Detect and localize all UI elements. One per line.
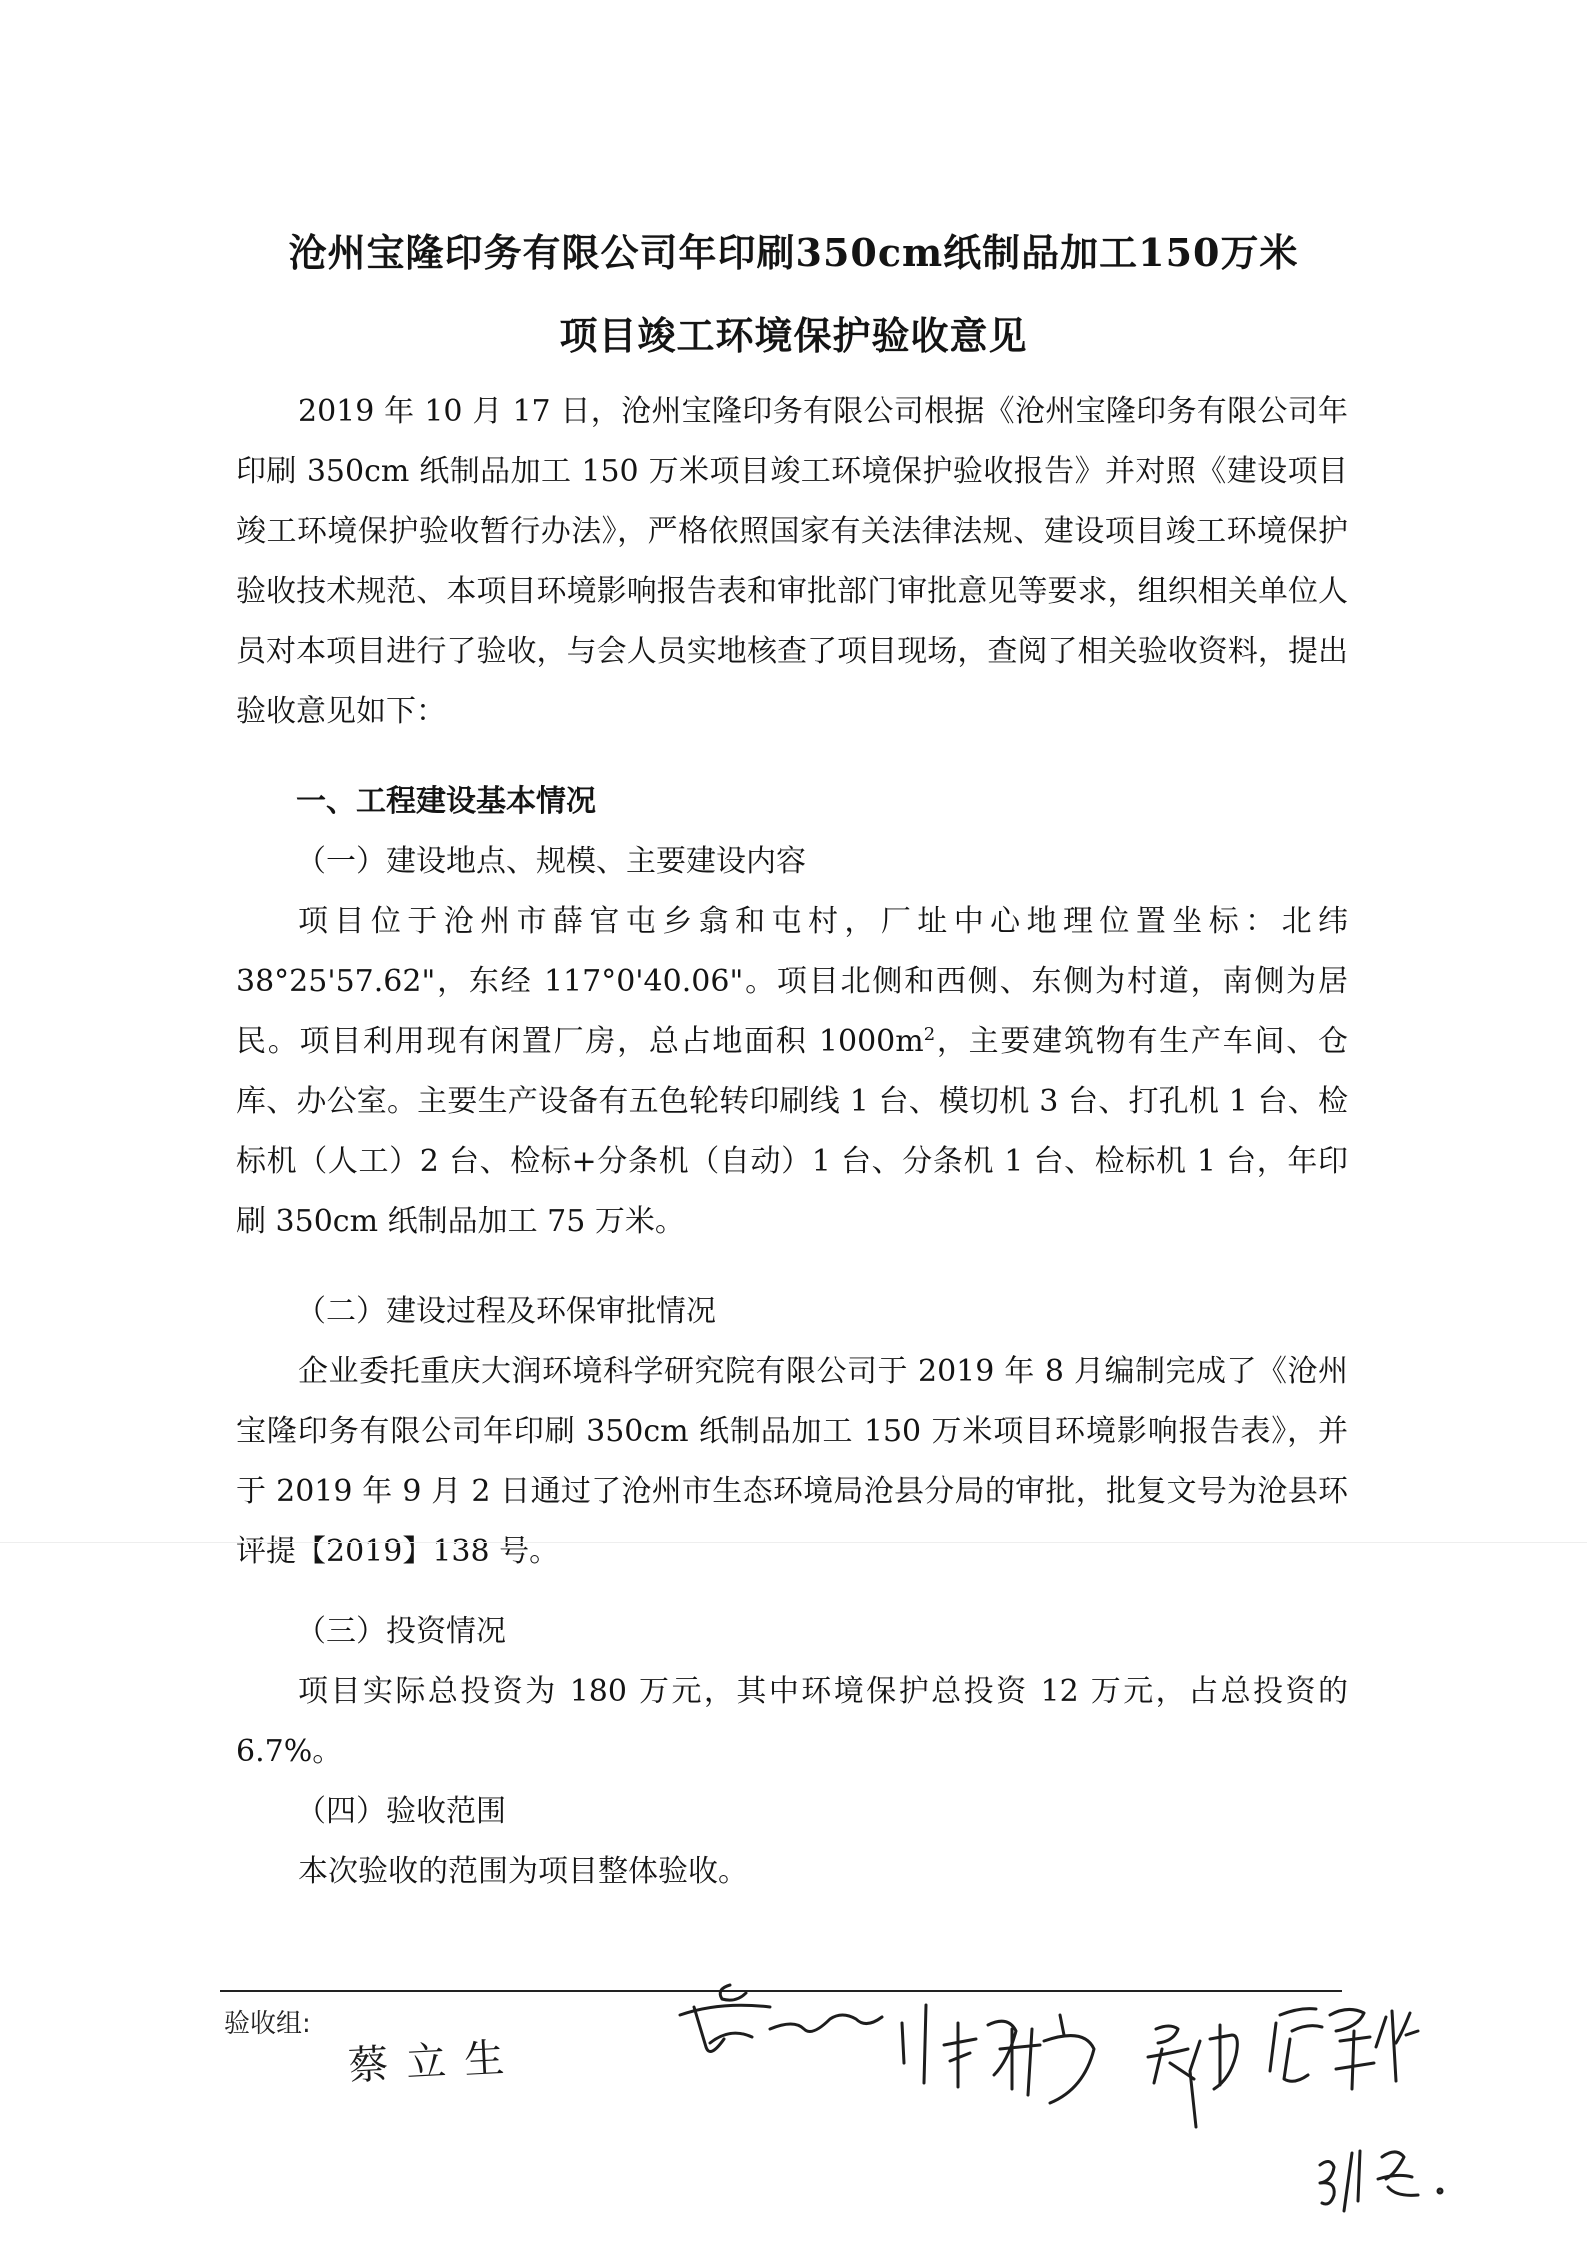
subsection-heading-3: （三）投资情况 — [296, 1614, 506, 1649]
signature-cai-lisheng: 蔡立生 — [347, 2034, 524, 2090]
signature-wu-wei — [1148, 2025, 1237, 2127]
signature-song-haizhou — [680, 1985, 926, 2083]
subsection-3-paragraph: 项目实际总投资为 180 万元，其中环境保护总投资 12 万元，占总投资的 6.7%。 — [236, 1674, 1348, 1769]
subsection-2-paragraph: 企业委托重庆大润环境科学研究院有限公司于 2019 年 8 月编制完成了《沧州宝隆印务有限公司年印刷 350cm 纸制品加工 150 万米项目环境影响报告表》，并于 2019 年 9 月 2 日通过了沧州市生态环境局沧县分局的审批，批复文号为沧县环评提【2019】138 号。 — [236, 1354, 1348, 1569]
subsection-heading-2: （二）建设过程及环保审批情况 — [296, 1294, 716, 1329]
handwritten-signatures — [640, 1965, 1460, 2215]
signature-yang-shuai — [944, 2015, 1094, 2103]
subsection-heading-1: （一）建设地点、规模、主要建设内容 — [296, 844, 806, 879]
signature-zhang-ying — [1320, 2151, 1442, 2211]
section-heading-1: 一、工程建设基本情况 — [296, 784, 596, 819]
subsection-1-text-b: ，主要建筑物有生产车间、仓库、办公室。主要生产设备有五色轮转印刷线 1 台、模切机 3 台、打孔机 1 台、检标机（人工）2 台、检标+分条机（自动）1 台、分条机 1 台、检标机 1 台，年印刷 350cm 纸制品加工 75 万米。 — [236, 1024, 1348, 1239]
intro-paragraph: 2019 年 10 月 17 日，沧州宝隆印务有限公司根据《沧州宝隆印务有限公司年印刷 350cm 纸制品加工 150 万米项目竣工环境保护验收报告》并对照《建设项目竣工环境保护验收暂行办法》，严格依照国家有关法律法规、建设项目竣工环境保护验收技术规范、本项目环境影响报告表和审批部门审批意见等要求，组织相关单位人员对本项目进行了验收，与会人员实地核查了项目现场，查阅了相关验收资料，提出验收意见如下： — [236, 394, 1348, 729]
subsection-1-text-a: 项目位于沧州市薛官屯乡翕和屯村，厂址中心地理位置坐标：北纬 38°25'57.62"，东经 117°0'40.06"。项目北侧和西侧、东侧为村道，南侧为居民。项目利用现有闲置厂房，总占地面积 1000m — [236, 904, 1348, 1059]
subsection-1-paragraph — [236, 892, 1348, 1252]
document-title-line-2: 项目竣工环境保护验收意见 — [559, 313, 1028, 358]
signature-fang-xinghua — [1270, 2009, 1418, 2089]
document-title-line-1: 沧州宝隆印务有限公司年印刷350cm纸制品加工150万米 — [288, 230, 1299, 275]
subsection-heading-4: （四）验收范围 — [296, 1794, 506, 1829]
acceptance-group-label: 验收组: — [224, 2009, 311, 2039]
superscript-2: 2 — [923, 1024, 936, 1045]
subsection-4-paragraph: 本次验收的范围为项目整体验收。 — [298, 1854, 748, 1889]
scan-artifact-line — [0, 1542, 1587, 1543]
